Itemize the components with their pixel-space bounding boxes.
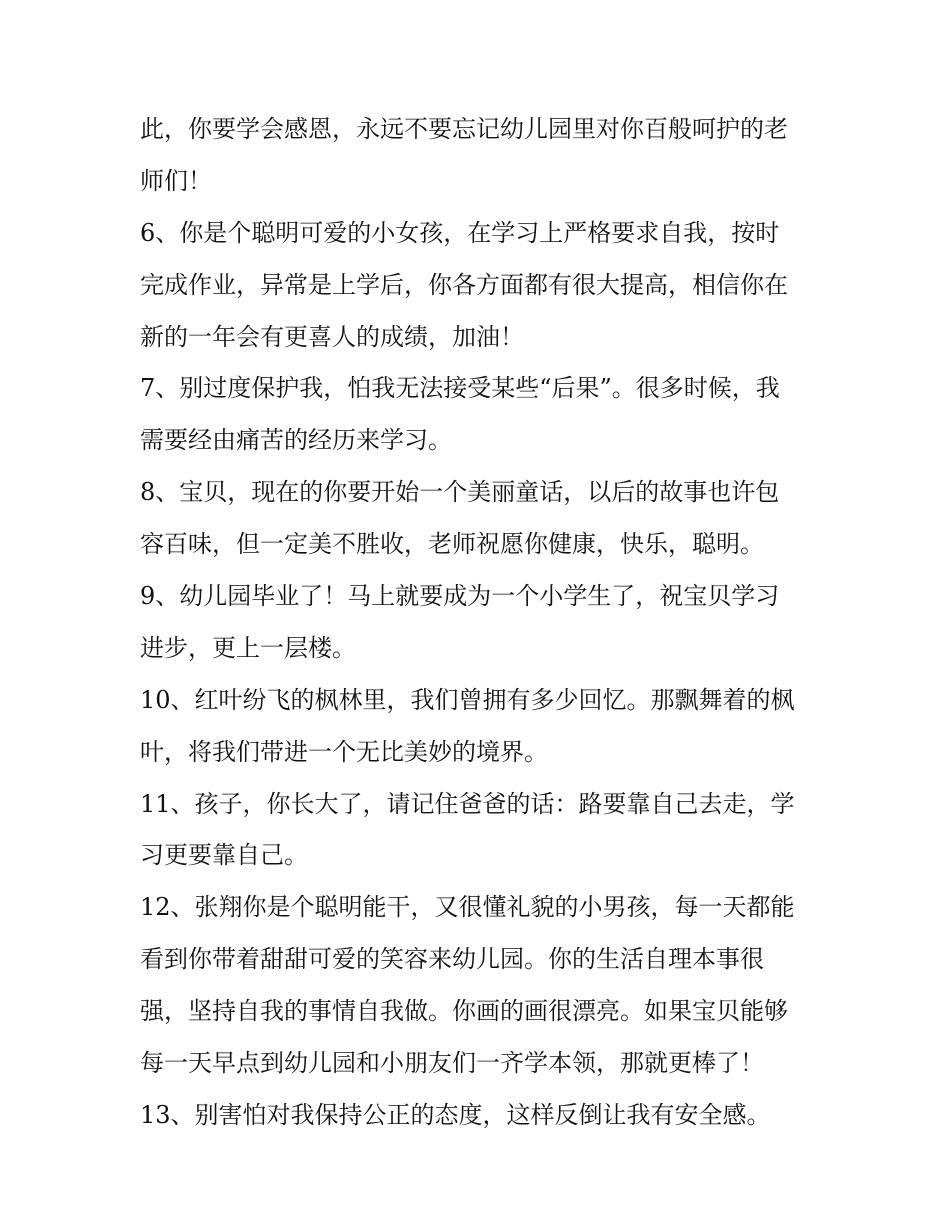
text-line: 叶，将我们带进一个无比美妙的境界。 — [140, 737, 548, 766]
text-line: 8、宝贝，现在的你要开始一个美丽童话，以后的故事也许包 — [140, 478, 780, 507]
document-body — [140, 104, 830, 1142]
text-line: 容百味，但一定美不胜收，老师祝愿你健康，快乐，聪明。 — [140, 530, 764, 559]
text-line: 新的一年会有更喜人的成绩，加油！ — [140, 322, 524, 351]
text-line: 每一天早点到幼儿园和小朋友们一齐学本领，那就更棒了！ — [140, 1049, 764, 1078]
text-line: 此，你要学会感恩，永远不要忘记幼儿园里对你百般呵护的老 — [140, 115, 788, 143]
text-line: 7、别过度保护我，怕我无法接受某些“后果”。很多时候，我 — [140, 374, 780, 403]
text-line: 需要经由痛苦的经历来学习。 — [140, 426, 452, 455]
text-line: 11、孩子，你长大了，请记住爸爸的话：路要靠自己去走，学 — [140, 789, 795, 818]
text-line: 师们！ — [140, 166, 212, 195]
text-line: 看到你带着甜甜可爱的笑容来幼儿园。你的生活自理本事很 — [140, 945, 764, 974]
text-line: 习更要靠自己。 — [140, 841, 308, 870]
text-line: 完成作业，异常是上学后，你各方面都有很大提高，相信你在 — [140, 270, 788, 299]
text-line: 10、红叶纷飞的枫林里，我们曾拥有多少回忆。那飘舞着的枫 — [140, 685, 795, 714]
text-line: 12、张翔你是个聪明能干，又很懂礼貌的小男孩，每一天都能 — [140, 893, 795, 922]
text-line: 13、别害怕对我保持公正的态度，这样反倒让我有安全感。 — [140, 1100, 771, 1129]
text-line: 6、你是个聪明可爱的小女孩，在学习上严格要求自我，按时 — [140, 218, 780, 247]
text-line: 9、幼儿园毕业了！马上就要成为一个小学生了，祝宝贝学习 — [140, 582, 780, 611]
text-line: 强，坚持自我的事情自我做。你画的画很漂亮。如果宝贝能够 — [140, 997, 788, 1026]
text-line: 进步，更上一层楼。 — [140, 633, 356, 662]
